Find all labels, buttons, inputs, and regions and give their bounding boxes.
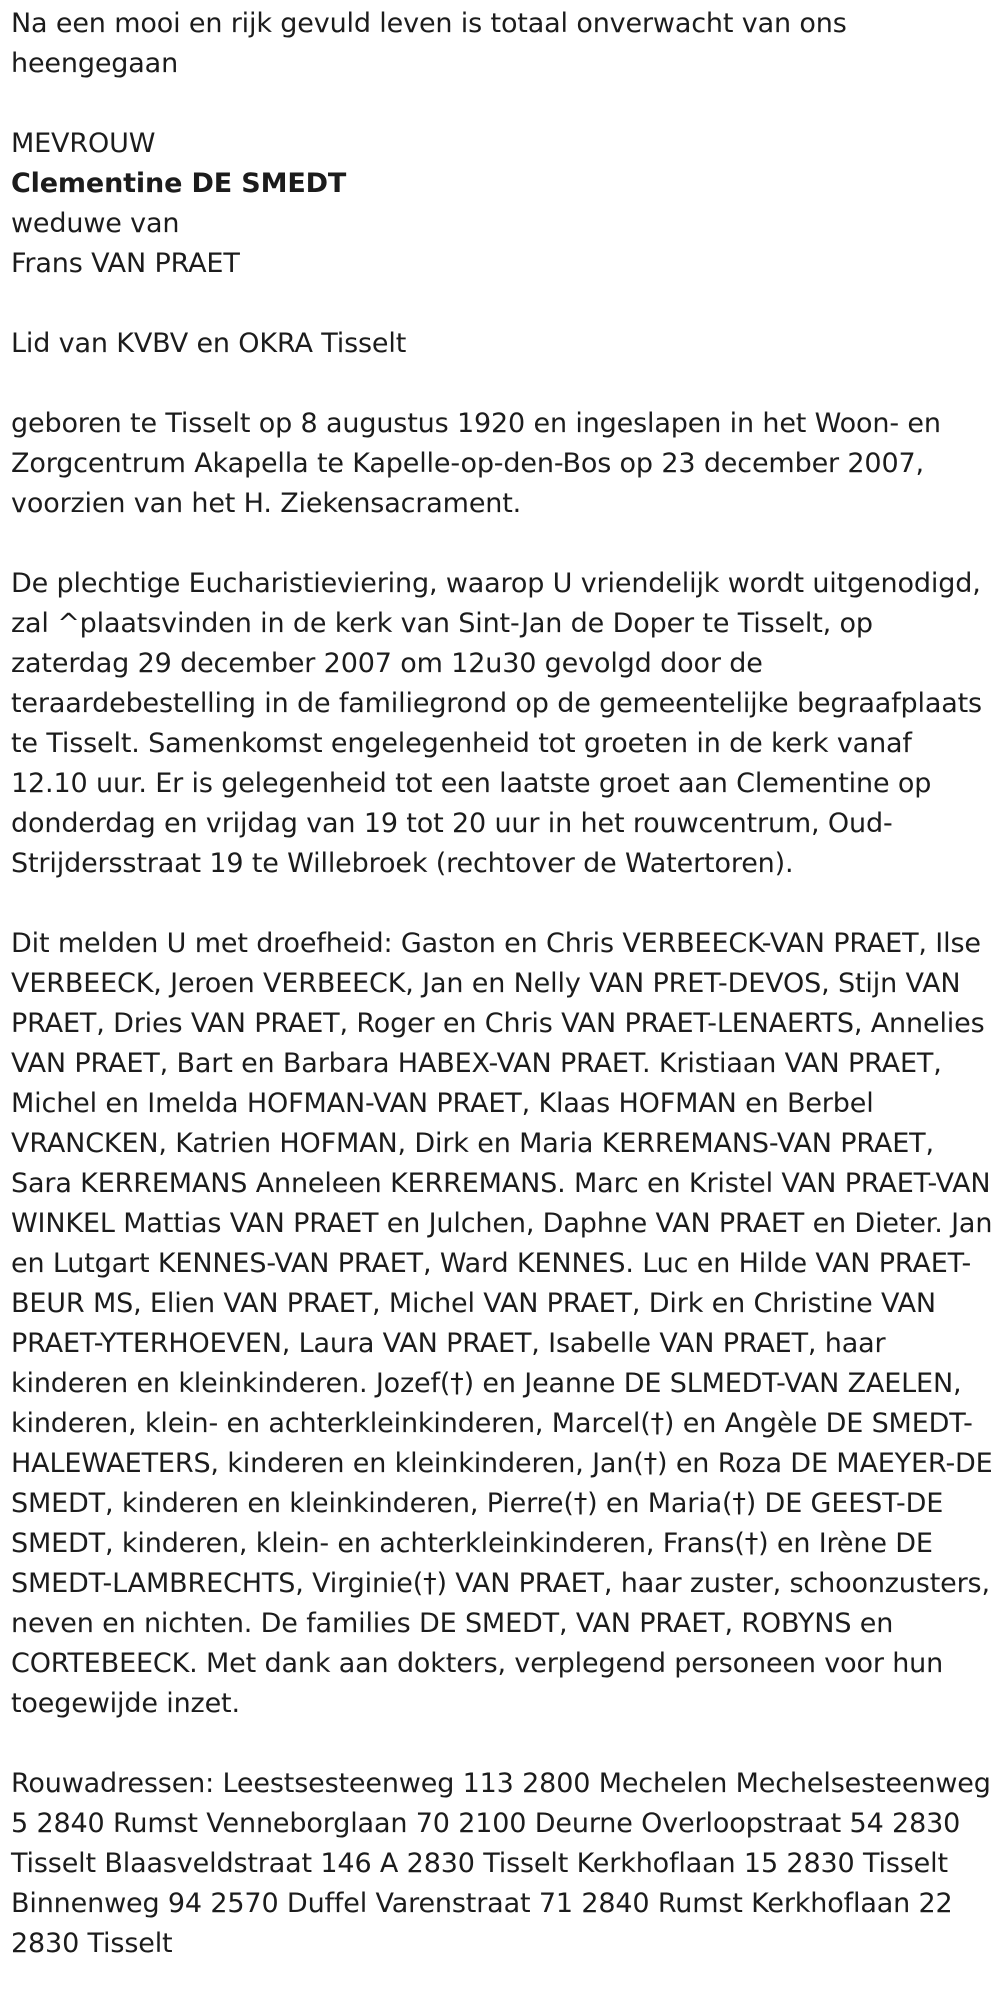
spouse-name: Frans VAN PRAET	[11, 248, 240, 279]
intro-text: Na een mooi en rijk gevuld leven is totaal onverwacht van ons heengegaan	[11, 8, 847, 79]
birth-death-text: geboren te Tisselt op 8 augustus 1920 en ingeslapen in het Woon- en Zorgcentrum Akapella te Kapelle-op-den-Bos op 23 december 2007, voorzien van het H. Ziekensacrament.	[11, 408, 941, 519]
ceremony-text: De plechtige Eucharistieviering, waarop U vriendelijk wordt uitgenodigd, zal ^plaatsvinden in de kerk van Sint-Jan de Doper te Tisselt, op zaterdag 29 december 2007 om 12u30 gevolgd door de teraardebestelling in de familiegrond op de gemeentelijke begraafplaats te Tisselt. Samenkomst engelegenheid tot groeten in de kerk vanaf 12.10 uur. Er is gelegenheid tot een laatste groet aan Clementine op donderdag en vrijdag van 19 tot 20 uur in het rouwcentrum, Oud-Strijdersstraat 19 te Willebroek (rechtover de Watertoren).	[11, 568, 982, 879]
title-text: MEVROUW	[11, 128, 156, 159]
deceased-name: Clementine DE SMEDT	[11, 168, 347, 199]
death-notice	[11, 4, 996, 2004]
deceased-block	[11, 124, 996, 284]
addresses-text: Rouwadressen: Leestsesteenweg 113 2800 Mechelen Mechelsesteenweg 5 2840 Rumst Venneborglaan 70 2100 Deurne Overloopstraat 54 2830 Tisselt Blaasveldstraat 146 A 2830 Tisselt Kerkhoflaan 15 2830 Tisselt Binnenweg 94 2570 Duffel Varenstraat 71 2840 Rumst Kerkhoflaan 22 2830 Tisselt	[11, 1768, 991, 1959]
widow-of-label: weduwe van	[11, 208, 180, 239]
family-list-text: Dit melden U met droefheid: Gaston en Chris VERBEECK-VAN PRAET, Ilse VERBEECK, Jeroen VERBEECK, Jan en Nelly VAN PRET-DEVOS, Stijn VAN PRAET, Dries VAN PRAET, Roger en Chris VAN PRAET-LENAERTS, Annelies VAN PRAET, Bart en Barbara HABEX-VAN PRAET. Kristiaan VAN PRAET, Michel en Imelda HOFMAN-VAN PRAET, Klaas HOFMAN en Berbel VRANCKEN, Katrien HOFMAN, Dirk en Maria KERREMANS-VAN PRAET, Sara KERREMANS Anneleen KERREMANS. Marc en Kristel VAN PRAET-VAN WINKEL Mattias VAN PRAET en Julchen, Daphne VAN PRAET en Dieter. Jan en Lutgart KENNES-VAN PRAET, Ward KENNES. Luc en Hilde VAN PRAET-BEUR MS, Elien VAN PRAET, Michel VAN PRAET, Dirk en Christine VAN PRAET-YTERHOEVEN, Laura VAN PRAET, Isabelle VAN PRAET, haar kinderen en kleinkinderen. Jozef(†) en Jeanne DE SLMEDT-VAN ZAELEN, kinderen, klein- en achterkleinkinderen, Marcel(†) en Angèle DE SMEDT-HALEWAETERS, kinderen en kleinkinderen, Jan(†) en Roza DE MAEYER-DE SMEDT, kinderen en kleinkinderen, Pierre(†) en Maria(†) DE GEEST-DE SMEDT, kinderen, klein- en achterkleinkinderen, Frans(†) en Irène DE SMEDT-LAMBRECHTS, Virginie(†) VAN PRAET, haar zuster, schoonzusters, neven en nichten. De families DE SMEDT, VAN PRAET, ROBYNS en CORTEBEECK. Met dank aan dokters, verplegend personeen voor hun toegewijde inzet.	[11, 928, 993, 1719]
membership-text: Lid van KVBV en OKRA Tisselt	[11, 328, 407, 359]
